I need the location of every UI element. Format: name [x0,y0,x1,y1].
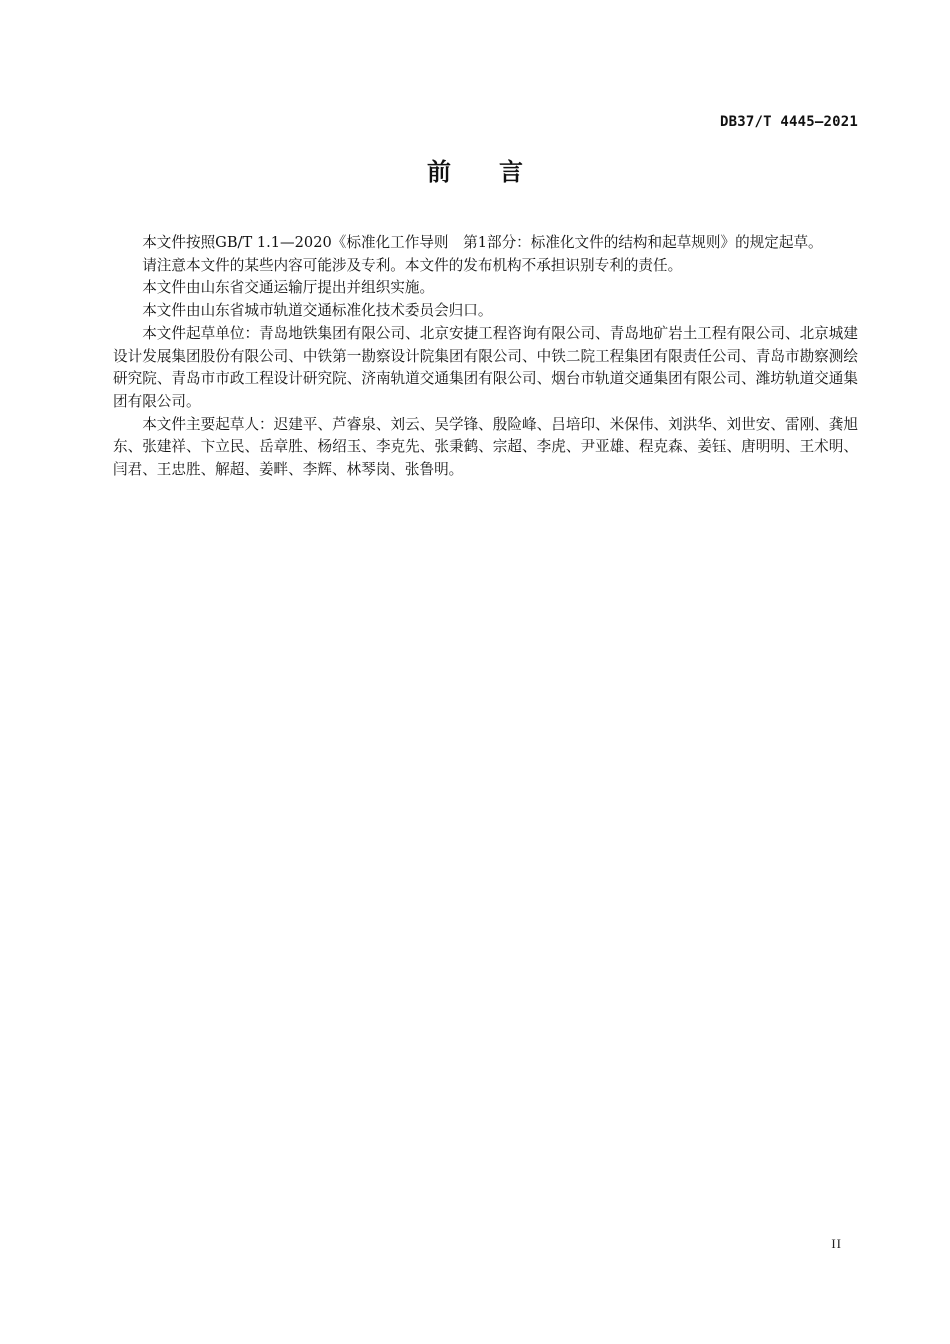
page-number: II [831,1236,842,1251]
foreword-body [113,232,858,482]
section-title: 前言 [427,158,571,186]
document-code: DB37/T 4445—2021 [719,114,858,130]
paragraph-patent-notice: 请注意本文件的某些内容可能涉及专利。本文件的发布机构不承担识别专利的责任。 [142,256,683,274]
paragraph-drafting-units: 本文件起草单位：青岛地铁集团有限公司、北京安捷工程咨询有限公司、青岛地矿岩土工程有限公司、北京城建设计发展集团股份有限公司、中铁第一勘察设计院集团有限公司、中铁二院工程集团有限责任公司、青岛市勘察测绘研究院、青岛市市政工程设计研究院、济南轨道交通集团有限公司、烟台市轨道交通集团有限公司、潍坊轨道交通集团有限公司。 [113,324,858,410]
paragraph-committee: 本文件由山东省城市轨道交通标准化技术委员会归口。 [142,302,493,320]
paragraph-drafters: 本文件主要起草人：迟建平、芦睿泉、刘云、吴学锋、殷险峰、吕培印、米保伟、刘洪华、刘世安、雷刚、龚旭东、张建祥、卞立民、岳章胜、杨绍玉、李克先、张秉鹤、宗超、李虎、尹亚雄、程克森、姜钰、唐明明、王术明、闫君、王忠胜、解超、姜畔、李辉、林琴岗、张鲁明。 [113,415,858,479]
paragraph-drafting-rules: 本文件按照GB/T 1.1—2020《标准化工作导则 第1部分：标准化文件的结构和起草规则》的规定起草。 [142,234,823,251]
paragraph-proposer: 本文件由山东省交通运输厅提出并组织实施。 [142,279,435,297]
